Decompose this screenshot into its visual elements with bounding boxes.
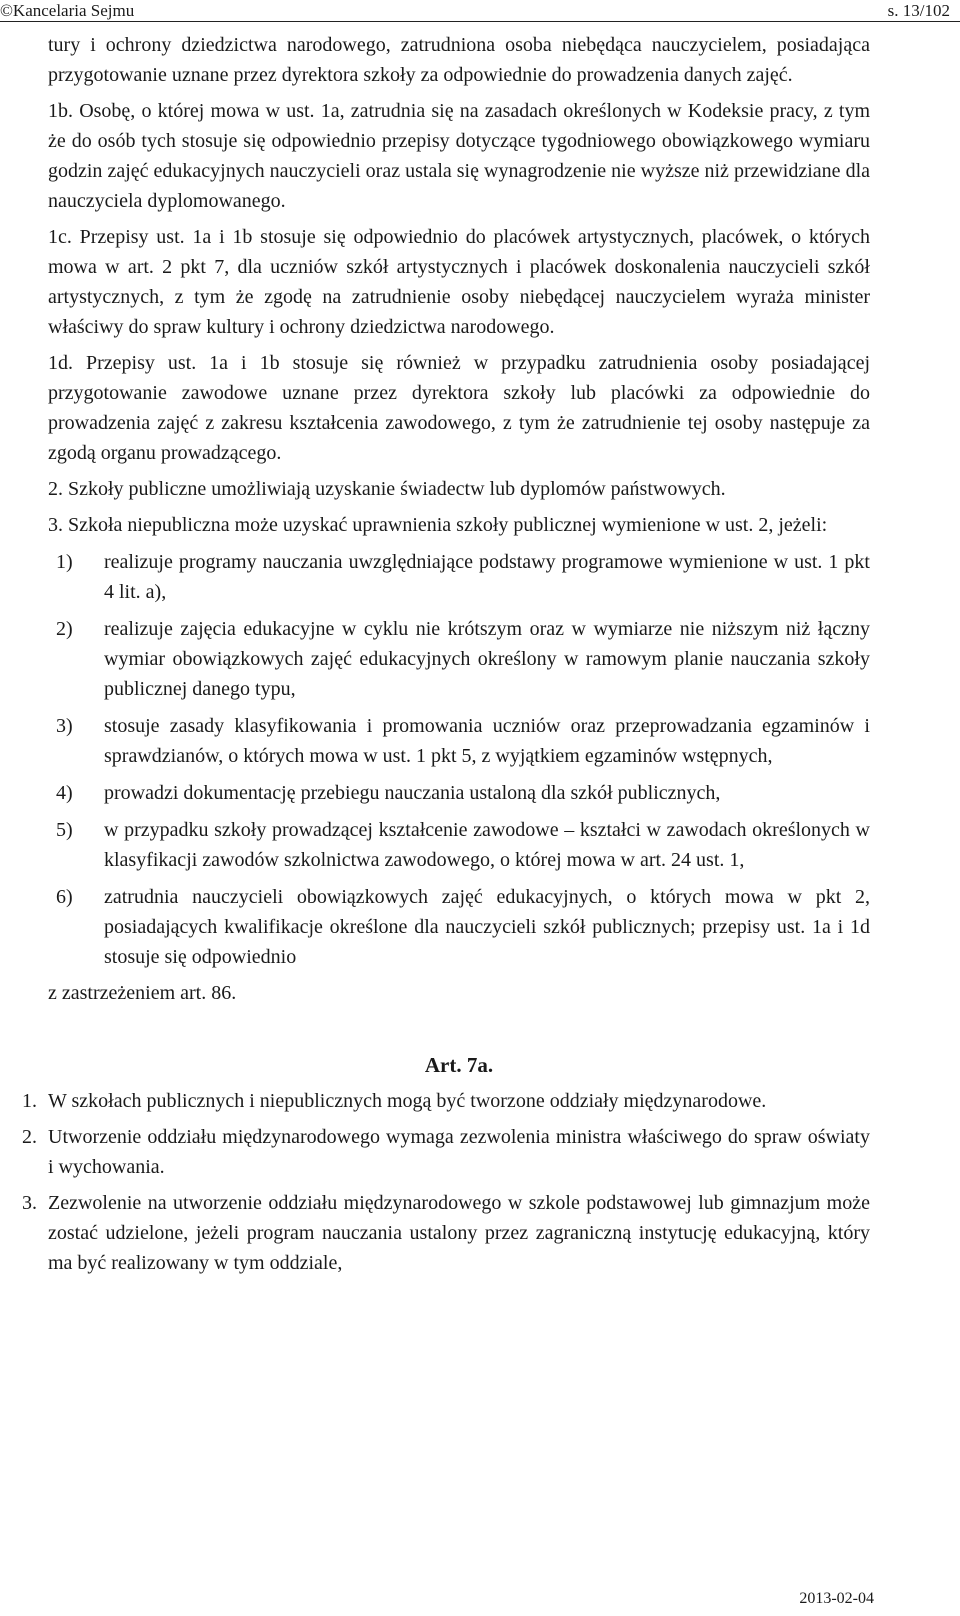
list-item-number: 1) xyxy=(56,551,73,573)
article-item xyxy=(22,1122,870,1182)
article-item-text: Utworzenie oddziału międzynarodowego wymaga zezwolenia ministra właściwego do spraw oświaty i wychowania. xyxy=(48,1126,870,1178)
article-item-text: Zezwolenie na utworzenie oddziału międzynarodowego w szkole podstawowej lub gimnazjum może zostać udzielone, jeżeli program nauczania ustalony przez zagraniczną instytucję edukacyjną, który ma być realizowany w tym oddziale, xyxy=(48,1192,870,1274)
article-item xyxy=(22,1086,870,1116)
list-item-text: w przypadku szkoły prowadzącej kształcenie zawodowe – kształci w zawodach określonych w klasyfikacji zawodów szkolnictwa zawodowego, o której mowa w art. 24 ust. 1, xyxy=(104,819,870,871)
paragraph-2: 2. Szkoły publiczne umożliwiają uzyskanie świadectw lub dyplomów państwowych. xyxy=(48,478,726,500)
list-item-number: 2) xyxy=(56,618,73,640)
list-item xyxy=(48,778,870,808)
footer-date: 2013-02-04 xyxy=(799,1590,874,1607)
paragraph-1c: 1c. Przepisy ust. 1a i 1b stosuje się odpowiednio do placówek artystycznych, placówek, o których mowa w art. 2 pkt 7, dla uczniów szkół artystycznych i placówek doskonalenia nauczycieli szkół artystycznych, z tym że zgodę na zatrudnienie osoby niebędącej nauczycielem wyraża minister właściwy do spraw kultury i ochrony dziedzictwa narodowego. xyxy=(48,226,870,338)
article-item-number: 2. xyxy=(22,1126,37,1148)
conditions-list xyxy=(48,547,870,972)
list-item-text: stosuje zasady klasyfikowania i promowania uczniów oraz przeprowadzania egzaminów i sprawdzianów, o których mowa w ust. 1 pkt 5, z wyjątkiem egzaminów wstępnych, xyxy=(104,715,870,767)
list-item-number: 4) xyxy=(56,782,73,804)
list-item-number: 6) xyxy=(56,886,73,908)
list-item xyxy=(48,882,870,972)
paragraph-continuation: tury i ochrony dziedzictwa narodowego, zatrudniona osoba niebędąca nauczycielem, posiadająca przygotowanie uznane przez dyrektora szkoły za odpowiednie do prowadzenia danych zajęć. xyxy=(48,34,870,86)
list-item-text: realizuje programy nauczania uwzględniające podstawy programowe wymienione w ust. 1 pkt 4 lit. a), xyxy=(104,551,870,603)
paragraph-1d: 1d. Przepisy ust. 1a i 1b stosuje się również w przypadku zatrudnienia osoby posiadającej przygotowanie zawodowe uznane przez dyrektora szkoły lub placówki za odpowiednie do prowadzenia zajęć z zakresu kształcenia zawodowego, z tym że zatrudnienie tej osoby następuje za zgodą organu prowadzącego. xyxy=(48,352,870,464)
list-item-text: prowadzi dokumentację przebiegu nauczania ustaloną dla szkół publicznych, xyxy=(104,782,721,804)
paragraph-1b: 1b. Osobę, o której mowa w ust. 1a, zatrudnia się na zasadach określonych w Kodeksie pracy, z tym że do osób tych stosuje się odpowiednio przepisy dotyczące tygodniowego obowiązkowego wymiaru godzin zajęć edukacyjnych nauczycieli oraz ustala się wynagrodzenie nie wyższe niż przewidziane dla nauczyciela dyplomowanego. xyxy=(48,100,870,212)
reservation-text: z zastrzeżeniem art. 86. xyxy=(48,982,237,1004)
document-body xyxy=(22,30,870,1278)
paragraph-3: 3. Szkoła niepubliczna może uzyskać uprawnienia szkoły publicznej wymienione w ust. 2, jeżeli: xyxy=(48,514,828,536)
list-item-number: 5) xyxy=(56,819,73,841)
article-title: Art. 7a. xyxy=(424,1053,494,1077)
list-item-text: zatrudnia nauczycieli obowiązkowych zajęć edukacyjnych, o których mowa w pkt 2, posiadających kwalifikacje określone dla nauczycieli szkół publicznych; przepisy ust. 1a i 1d stosuje się odpowiednio xyxy=(104,886,870,968)
list-item xyxy=(48,815,870,875)
list-item xyxy=(48,711,870,771)
article-item xyxy=(22,1188,870,1278)
article-item-number: 1. xyxy=(22,1090,37,1112)
list-item xyxy=(48,547,870,607)
article-item-text: W szkołach publicznych i niepublicznych mogą być tworzone oddziały międzynarodowe. xyxy=(48,1090,767,1112)
copyright-label: ©Kancelaria Sejmu xyxy=(0,1,135,20)
list-item-text: realizuje zajęcia edukacyjne w cyklu nie krótszym oraz w wymiarze nie niższym niż łączny wymiar obowiązkowych zajęć edukacyjnych określony w ramowym planie nauczania szkoły publicznej danego typu, xyxy=(104,618,870,700)
header-divider xyxy=(0,21,960,22)
article-item-number: 3. xyxy=(22,1192,37,1214)
list-item-number: 3) xyxy=(56,715,73,737)
list-item xyxy=(48,614,870,704)
page-number: s. 13/102 xyxy=(887,1,950,20)
